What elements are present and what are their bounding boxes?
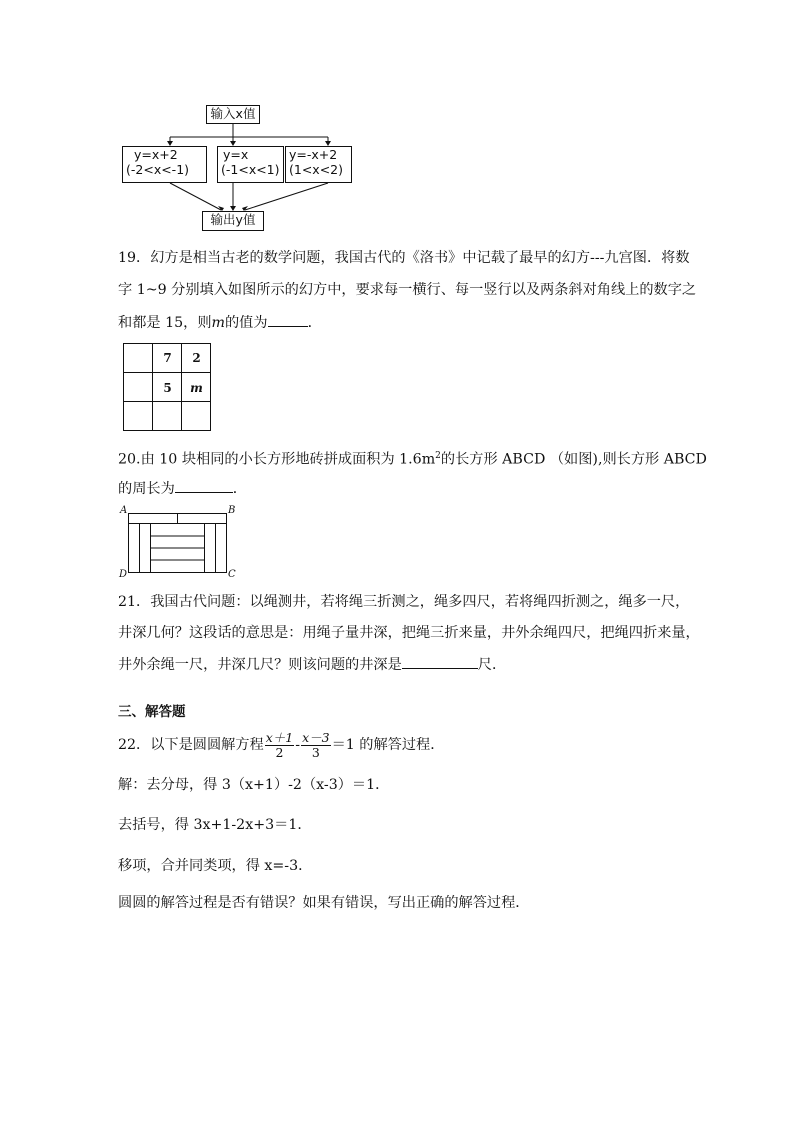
q19-line-3 bbox=[118, 312, 322, 333]
branch-1-formula: y=x+2 bbox=[134, 147, 178, 162]
q22-fraction-2-numerator: x－3 bbox=[302, 729, 330, 745]
flowchart-output-box bbox=[202, 211, 264, 231]
magic-cell-r1c3: 2 bbox=[192, 350, 201, 365]
q22-fraction-2-denominator: 3 bbox=[311, 744, 320, 760]
branch-1-range: (-2<x<-1) bbox=[126, 162, 190, 177]
corner-label-c: C bbox=[228, 569, 236, 580]
q22-fraction-1 bbox=[265, 731, 295, 760]
flowchart-input-box bbox=[206, 105, 260, 124]
q21-line-3 bbox=[118, 654, 506, 675]
q22-fraction-1-denominator: 2 bbox=[275, 744, 284, 760]
q22-intro-text-2: ＝1 的解答过程． bbox=[331, 737, 445, 753]
flowchart-branch-3 bbox=[285, 146, 352, 183]
branch-3-formula: y=-x+2 bbox=[289, 147, 338, 162]
branch-3-range: (1<x<2) bbox=[289, 162, 344, 177]
magic-cell-r1c2: 7 bbox=[163, 350, 172, 365]
q19-line-3-text: 和都是 15，则 bbox=[118, 315, 212, 331]
branch-2-formula: y=x bbox=[223, 147, 249, 162]
q22-step-1: 解：去分母，得 3（x+1）-2（x-3）＝1． bbox=[118, 777, 390, 793]
corner-label-d: D bbox=[119, 569, 128, 580]
q22-minus-sign: - bbox=[295, 737, 301, 753]
q19-line-1: 19．幻方是相当古老的数学问题，我国古代的《洛书》中记载了最早的幻方---九宫图．将数 bbox=[118, 250, 690, 266]
q22-intro-text: 22．以下是圆圆解方程 bbox=[118, 737, 264, 753]
magic-cell-r3c1 bbox=[123, 402, 152, 431]
q21-line-3-text: 井外余绳一尺，井深几尺？则该问题的井深是 bbox=[118, 657, 402, 673]
q21-answer-blank bbox=[402, 654, 478, 669]
magic-cell-r3c3 bbox=[182, 402, 211, 431]
q21-unit: 尺． bbox=[477, 657, 507, 673]
magic-cell-r3c2 bbox=[153, 402, 182, 431]
corner-label-b: B bbox=[228, 505, 236, 516]
q20-line-1-text-2: 的长方形 ABCD （如图),则长方形 ABCD bbox=[440, 451, 707, 468]
q20-answer-blank bbox=[175, 478, 233, 493]
q20-period: ． bbox=[232, 481, 247, 497]
q19-answer-blank bbox=[268, 312, 308, 327]
q19-period: ． bbox=[307, 315, 322, 331]
q19-variable-m: m bbox=[211, 315, 225, 331]
q22-fraction-1-numerator: x＋1 bbox=[265, 729, 294, 745]
q20-line-1 bbox=[118, 446, 707, 470]
magic-cell-r2c1 bbox=[123, 373, 152, 402]
magic-square bbox=[123, 343, 211, 431]
q20-line-1-text: 20.由 10 块相同的小长方形地砖拼成面积为 1.6m bbox=[118, 451, 436, 468]
q22-intro bbox=[118, 724, 444, 766]
q20-line-2-text: 的周长为 bbox=[118, 481, 175, 497]
q22-step-2: 去括号，得 3x+1-2x+3＝1． bbox=[118, 817, 312, 833]
q22-fraction-2 bbox=[301, 731, 331, 760]
rectangle-abcd-figure bbox=[118, 505, 243, 585]
magic-cell-r1c1 bbox=[123, 343, 152, 372]
flowchart-input-label: 输入x值 bbox=[210, 106, 256, 121]
q21-line-1: 21．我国古代问题：以绳测井，若将绳三折测之，绳多四尺，若将绳四折测之，绳多一尺， bbox=[118, 594, 690, 610]
branch-2-range: (-1<x<1) bbox=[221, 162, 280, 177]
q22-step-3: 移项，合并同类项，得 x=-3． bbox=[118, 858, 313, 874]
q22-question: 圆圆的解答过程是否有错误？如果有错误，写出正确的解答过程． bbox=[118, 895, 530, 911]
magic-cell-r2c3: m bbox=[190, 380, 203, 395]
corner-label-a: A bbox=[120, 505, 128, 516]
flowchart bbox=[118, 100, 368, 235]
tile-layout bbox=[128, 513, 228, 575]
q19-line-2: 字 1~9 分别填入如图所示的幻方中，要求每一横行、每一竖行以及两条斜对角线上的数字之 bbox=[118, 282, 697, 298]
flowchart-branch-2 bbox=[217, 146, 284, 183]
section-3-heading: 三、解答题 bbox=[118, 704, 186, 720]
q19-line-3-text-2: 的值为 bbox=[224, 315, 268, 331]
flowchart-branch-1 bbox=[122, 146, 207, 183]
q21-line-2: 井深几何？这段话的意思是：用绳子量井深，把绳三折来量，井外余绳四尺，把绳四折来量， bbox=[118, 625, 700, 641]
magic-cell-r2c2: 5 bbox=[163, 380, 172, 395]
flowchart-output-label: 输出y值 bbox=[210, 212, 256, 227]
q20-line-2 bbox=[118, 478, 247, 499]
q20-superscript: 2 bbox=[435, 451, 441, 461]
